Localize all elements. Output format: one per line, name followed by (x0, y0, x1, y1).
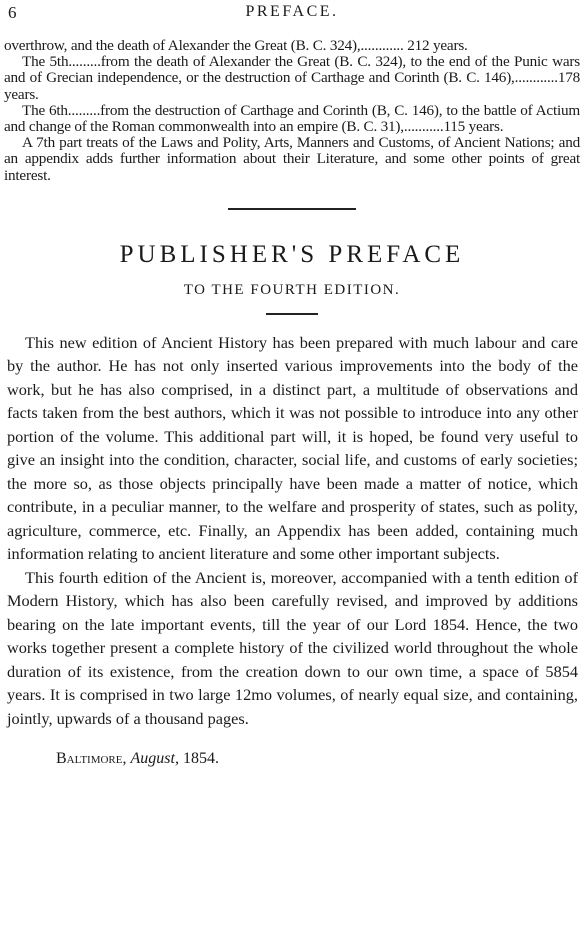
section-divider (228, 208, 356, 210)
signature-year: 1854. (182, 750, 219, 768)
section-title: PUBLISHER'S PREFACE (119, 240, 465, 268)
previous-paragraph: The 5th.........from the death of Alexander the Great (B. C. 324), to the end of the Punic wars and of Grecian independence, or the destruction of Carthage and Corinth (B. C. 146),............178 years. (4, 53, 580, 103)
title-divider (266, 313, 318, 315)
signature-line (56, 750, 580, 768)
section-subtitle: TO THE FOURTH EDITION. (183, 281, 401, 298)
running-head: PREFACE. (245, 3, 339, 20)
page-header (4, 0, 580, 24)
previous-paragraph: The 6th.........from the destruction of Carthage and Corinth (B, C. 146), to the battle of Actium and change of the Roman commonwealth into an empire (B. C. 31),...........115 years. (4, 101, 580, 136)
signature-month: August, (130, 750, 179, 768)
page-number: 6 (8, 3, 17, 22)
previous-paragraph: overthrow, and the death of Alexander the Great (B. C. 324),............ 212 years. (4, 37, 468, 54)
previous-paragraph: A 7th part treats of the Laws and Polity, Arts, Manners and Customs, of Ancient Nations; and an appendix adds further information about their Literature, and some other points of great interest. (4, 134, 580, 184)
body-paragraph: This new edition of Ancient History has been prepared with much labour and care by the author. He has not only inserted various improvements into the body of the work, but he has also comprised, in a distinct part, a multitude of observations and facts taken from the best authors, which it was not possible to introduce into any other portion of the volume. This additional part will, it is hoped, be found very useful to give an insight into the condition, character, social life, and customs of early societies; the more so, as those objects principally have been made a matter of notice, which contribute, in a peculiar manner, to the welfare and prosperity of states, such as polity, agriculture, commerce, etc. Finally, an Appendix has been added, containing much information relating to ancient literature and some other important subjects. (7, 332, 578, 564)
previous-section-text (4, 38, 580, 184)
section-body (4, 331, 580, 731)
signature-place: Baltimore, (56, 750, 127, 768)
body-paragraph: This fourth edition of the Ancient is, moreover, accompanied with a tenth edition of Modern History, which has also been carefully revised, and improved by additions bearing on the late important events, till the year of our Lord 1854. Hence, the two works together present a complete history of the civilized world throughout the whole duration of its existence, from the creation down to our own time, a space of 5854 years. It is comprised in two large 12mo volumes, of nearly equal size, and containing, jointly, upwards of a thousand pages. (7, 567, 578, 728)
